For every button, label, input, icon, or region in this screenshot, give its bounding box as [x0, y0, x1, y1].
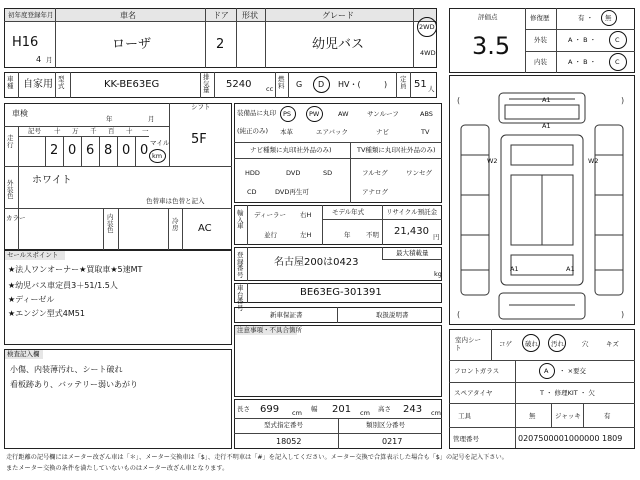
inspection-month: 月 — [148, 115, 155, 123]
equip-leather: 本革 — [280, 128, 293, 136]
equip-abs: ABS — [420, 110, 433, 118]
model-value: KK-BE63EG — [104, 79, 160, 90]
exterior-grade: C — [615, 36, 620, 44]
damage-label-hood: A1 — [542, 122, 551, 130]
tv-analog: アナログ — [362, 188, 388, 196]
nav-sub: (社外品のみ) — [294, 146, 332, 154]
displacement-value: 5240 — [226, 79, 252, 90]
import-other: 並行 — [264, 231, 277, 239]
damage-label-right: W2 — [588, 157, 599, 165]
equip-tv: TV — [421, 128, 430, 136]
ac-label: 冷房 — [172, 217, 179, 232]
footer-line-2: またメーター交換の条件を満たしていないものはメーター改ざん車となります。 — [6, 465, 229, 472]
import-right: 右H — [300, 211, 312, 219]
equipment-sub: (純正のみ) — [237, 127, 269, 135]
exterior-label: 外装色 — [7, 179, 14, 200]
cc-unit: cc — [266, 85, 274, 93]
door-value: 2 — [216, 37, 225, 52]
exterior-grade-label: 外装 — [534, 36, 547, 44]
chassis-value: BE63EG-301391 — [300, 287, 382, 298]
fuel-hv: HV・( — [338, 80, 361, 89]
diagram-bracket-tr: ) — [621, 96, 625, 105]
height-label: 高さ — [378, 405, 391, 413]
equip-airbag: エアバック — [316, 128, 348, 136]
model-year-unknown: 不明 — [366, 231, 379, 239]
remarks-box — [234, 325, 442, 397]
tv-fullseg: フルセグ — [362, 169, 388, 177]
capacity-unit: 人 — [428, 85, 435, 93]
interior-grade: C — [615, 58, 620, 66]
nav-dvd-play: DVD再生可 — [275, 188, 309, 196]
repair-options: 有 ・ — [578, 14, 594, 22]
digit-1: 2 — [50, 143, 59, 158]
shift-label: シフト — [191, 103, 211, 111]
footer-line-1: 走行距離の記号欄にはメーター改ざん車は「＊」、メーター交換車は「$」、走行不明車は「#」を記入してください。メーター交換で合算表示した場合も「$」の記号を記入下さい。 — [6, 454, 508, 461]
windshield-other: ・ ×要交 — [559, 367, 587, 375]
equip-aw: AW — [338, 110, 349, 118]
plate-value: 名古屋200は0423 — [274, 257, 359, 268]
inspector-line-2: 看板跡あり、バッテリー弱いあがり — [10, 380, 138, 389]
drive-2wd: 2WD — [419, 23, 435, 31]
unit-man: 万 — [72, 127, 79, 135]
reg-month-value: 4 — [36, 55, 42, 64]
interior-label: 内装色 — [107, 213, 114, 234]
diagram-bracket-bl: ( — [457, 310, 461, 319]
diagram-bracket-tl: ( — [457, 96, 461, 105]
memo-row — [234, 307, 442, 323]
interior-grade-options: A ・ B ・ — [568, 58, 597, 66]
digit-5: 0 — [122, 143, 131, 158]
mgmt-value: 0207500001000000 1809 — [518, 434, 623, 443]
manual-label: 取扱説明書 — [376, 311, 409, 319]
plate-label: 登録番号 — [237, 251, 244, 279]
equip-navi: ナビ — [376, 128, 389, 136]
drive-4wd: 4WD — [420, 49, 436, 57]
height-value: 243 — [403, 404, 423, 415]
seat-tear: 破れ — [525, 340, 538, 348]
equip-sunroof: サンルーフ — [367, 110, 399, 118]
damage-label-rear-right: A1 — [566, 265, 575, 273]
import-left: 左H — [300, 231, 312, 239]
equip-ps: PS — [283, 110, 292, 118]
spare-label: スペアタイヤ — [454, 389, 493, 397]
seat-burn: コゲ — [499, 340, 512, 348]
recycle-label: リサイクル預託金 — [386, 208, 438, 216]
height-unit: cm — [431, 409, 441, 417]
unit-sen: 千 — [90, 127, 97, 135]
unit-symbol: 記号 — [28, 127, 41, 135]
jack-label: ジャッキ — [555, 412, 581, 420]
mile-unit: マイル — [150, 139, 170, 147]
exterior-note: 色替車は色替と記入 — [146, 197, 205, 205]
length-unit: cm — [292, 409, 302, 417]
sales-line-1: ★法人ワンオーナー★買取車★5速MT — [8, 265, 143, 274]
inspector-box — [4, 349, 232, 449]
repair-none: 無 — [605, 14, 612, 22]
shape-label: 形状 — [242, 11, 258, 20]
digit-3: 6 — [86, 143, 95, 158]
import-label: 輸入車 — [237, 209, 244, 230]
digit-2: 0 — [68, 143, 77, 158]
tools-label: 工具 — [458, 412, 471, 420]
chassis-label: 車台番号 — [237, 284, 244, 312]
score-label: 評価点 — [478, 13, 498, 21]
sales-line-3: ★ディーゼル — [8, 295, 55, 304]
model-label: 型式 — [58, 75, 65, 90]
model-year-label: モデル年式 — [332, 208, 365, 216]
spec-row — [4, 72, 437, 98]
score-value: 3.5 — [472, 32, 511, 60]
windshield-label: フロントガラス — [454, 367, 500, 375]
class-label: 類別区分番号 — [366, 421, 405, 429]
inspection-year: 年 — [106, 115, 113, 123]
class-value: 0217 — [382, 437, 403, 446]
nav-sd: SD — [323, 169, 333, 177]
equipment-label: 装備品に丸印 — [237, 109, 276, 117]
capacity-label: 定員 — [400, 75, 407, 90]
mileage-label: 走行 — [7, 134, 14, 149]
sales-line-2: ★幼児バス車定員3＋51/1.5人 — [8, 281, 118, 290]
windshield-a: A — [544, 367, 549, 375]
unit-hyaku: 百 — [108, 127, 115, 135]
sales-line-4: ★エンジン型式4M51 — [8, 309, 85, 318]
sales-point-label: セールスポイント — [7, 251, 59, 259]
unit-ten: 十 — [54, 127, 61, 135]
color-label: カラー — [6, 214, 26, 222]
length-label: 長さ — [237, 405, 250, 413]
remarks-label: 注意事項・不具合箇所 — [237, 326, 302, 334]
grade-label: グレード — [322, 11, 354, 20]
jack-value: 有 — [604, 412, 611, 420]
fuel-label: 燃料 — [278, 75, 285, 90]
car-name-label: 車名 — [120, 11, 136, 20]
car-right-side — [595, 125, 623, 295]
import-dealer: ディーラー — [254, 211, 286, 219]
type-cert-value: 18052 — [276, 437, 302, 446]
damage-label-left: W2 — [487, 157, 498, 165]
digit-4: 8 — [104, 143, 113, 158]
door-label: ドア — [213, 11, 229, 20]
seat-dirt: 汚れ — [551, 340, 564, 348]
car-left-side — [461, 125, 489, 295]
warranty-label: 新車保証書 — [270, 311, 303, 319]
width-label: 幅 — [311, 405, 318, 413]
use-value: 自家用 — [23, 79, 53, 90]
damage-label-rear-left: A1 — [510, 265, 519, 273]
exterior-color: ホワイト — [32, 175, 72, 186]
fuel-hv-close: ) — [384, 80, 388, 89]
interior-grade-label: 内装 — [534, 58, 547, 66]
seat-hole: 穴 — [582, 340, 589, 348]
tv-oneseg: ワンセグ — [406, 169, 432, 177]
vehicle-type-label: 車種 — [7, 75, 14, 90]
tools-value: 無 — [529, 412, 536, 420]
mgmt-label: 管理番号 — [453, 435, 479, 443]
length-value: 699 — [260, 404, 280, 415]
nav-label: ナビ種類に丸印 — [250, 146, 296, 154]
mileage-digits — [45, 136, 150, 166]
tv-sub: (社外品のみ) — [398, 146, 436, 154]
nav-cd: CD — [247, 188, 257, 196]
displacement-label: 排気量 — [203, 73, 210, 94]
fuel-d: D — [318, 80, 325, 89]
model-year-year: 年 — [344, 231, 351, 239]
width-unit: cm — [360, 409, 370, 417]
nav-hdd: HDD — [245, 169, 260, 177]
reg-year-label: 初年度登録年月 — [8, 11, 54, 19]
max-load-label: 最大積載量 — [396, 249, 429, 257]
inspection-label: 車検 — [12, 109, 28, 118]
unit-ichi: 一 — [142, 127, 149, 135]
width-value: 201 — [332, 404, 352, 415]
fuel-g: G — [296, 80, 303, 89]
damage-label-front: A1 — [542, 96, 551, 104]
car-diagram — [449, 75, 635, 325]
ac-value: AC — [198, 223, 212, 234]
repair-label: 修復歴 — [530, 14, 550, 22]
type-cert-label: 型式指定番号 — [264, 421, 303, 429]
car-top-view — [501, 135, 583, 285]
car-rear-view — [499, 293, 585, 319]
seat-label: 室内シート — [455, 336, 481, 353]
grade-value: 幼児バス — [312, 37, 365, 52]
inspector-line-1: 小傷、内装薄汚れ、シート破れ — [10, 365, 123, 374]
nav-dvd: DVD — [286, 169, 301, 177]
km-unit: km — [152, 152, 163, 160]
car-name-value: ローザ — [112, 37, 152, 52]
tv-label: TV種類に丸印 — [357, 146, 398, 154]
inspector-label: 検査記入欄 — [7, 350, 40, 358]
capacity-value: 51 — [414, 79, 427, 90]
yen-unit: 円 — [433, 233, 440, 241]
unit-juu: 十 — [126, 127, 133, 135]
diagram-bracket-br: ) — [621, 310, 625, 319]
seat-scratch: キズ — [606, 340, 619, 348]
kg-unit: kg — [434, 270, 442, 278]
shift-value: 5F — [191, 132, 207, 147]
spare-options: T ・ 修理KIT ・ 欠 — [540, 389, 595, 397]
month-unit: 月 — [46, 56, 53, 64]
reg-year-value: H16 — [12, 35, 39, 50]
digit-6: 0 — [140, 143, 149, 158]
equip-pw: PW — [309, 110, 320, 118]
exterior-grade-options: A ・ B ・ — [568, 36, 597, 44]
recycle-value: 21,430 — [394, 226, 429, 237]
